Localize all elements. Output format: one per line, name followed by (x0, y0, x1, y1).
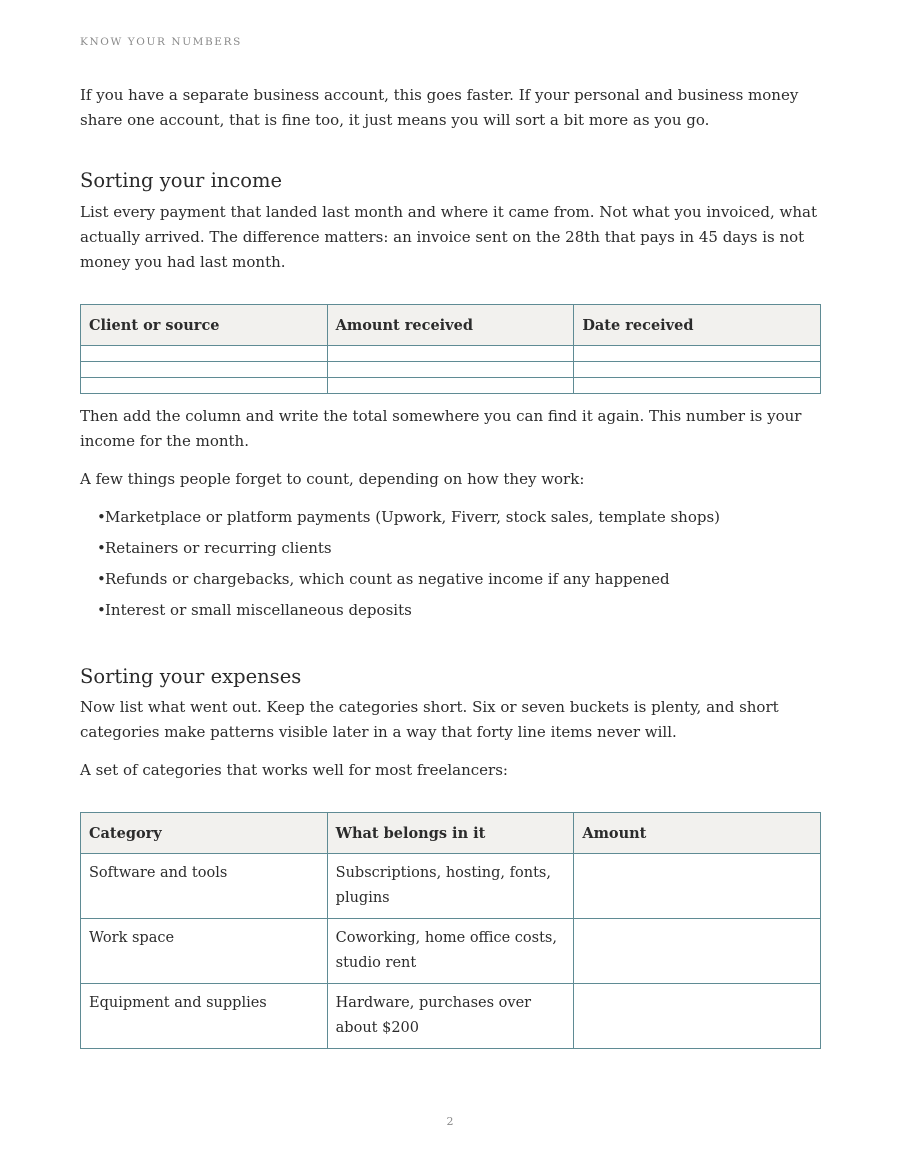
income-table-wrapper (80, 304, 821, 394)
income-table (80, 304, 821, 394)
income-header-amount: Amount received (327, 305, 574, 346)
income-cell-blank[interactable] (574, 378, 821, 394)
expenses-cell-what: Hardware, purchases over about $200 (327, 984, 574, 1049)
expenses-cell-category: Equipment and supplies (81, 984, 328, 1049)
table-row (81, 378, 821, 394)
table-row (81, 984, 821, 1049)
income-heading: Sorting your income (80, 169, 283, 192)
income-table-header-row (81, 305, 821, 346)
income-header-date: Date received (574, 305, 821, 346)
expenses-header-amount: Amount (574, 813, 821, 854)
income-cell-blank[interactable] (574, 346, 821, 362)
list-item-text: Interest or small miscellaneous deposits (105, 601, 412, 619)
expenses-cell-what: Subscriptions, hosting, fonts, plugins (327, 854, 574, 919)
income-cell-blank[interactable] (327, 362, 574, 378)
expenses-table-wrapper (80, 812, 821, 1049)
page-number: 2 (446, 1115, 454, 1128)
expenses-header-what: What belongs in it (327, 813, 574, 854)
expenses-table (80, 812, 821, 1049)
expenses-cell-amount[interactable] (574, 919, 821, 984)
list-item-text: Marketplace or platform payments (Upwork, Fiverr, stock sales, template shops) (105, 508, 721, 526)
income-cell-blank[interactable] (574, 362, 821, 378)
income-forget-paragraph: A few things people forget to count, depending on how they work: (80, 470, 585, 488)
table-row (81, 919, 821, 984)
income-total-paragraph: Then add the column and write the total somewhere you can find it again. This number is your income for the month. (80, 407, 802, 450)
expenses-header-category: Category (81, 813, 328, 854)
income-header-client: Client or source (81, 305, 328, 346)
list-item (80, 533, 821, 564)
expenses-categories-paragraph: A set of categories that works well for most freelancers: (80, 761, 508, 779)
table-row (81, 854, 821, 919)
expenses-heading: Sorting your expenses (80, 665, 302, 688)
list-item (80, 564, 821, 595)
income-cell-blank[interactable] (81, 378, 328, 394)
table-row (81, 346, 821, 362)
income-cell-blank[interactable] (327, 346, 574, 362)
bullet-icon: • (97, 508, 106, 526)
income-forget-list (80, 502, 821, 626)
expenses-cell-category: Software and tools (81, 854, 328, 919)
expenses-cell-category: Work space (81, 919, 328, 984)
income-cell-blank[interactable] (81, 346, 328, 362)
table-row (81, 362, 821, 378)
bullet-icon: • (97, 570, 106, 588)
income-cell-blank[interactable] (327, 378, 574, 394)
list-item (80, 502, 821, 533)
income-cell-blank[interactable] (81, 362, 328, 378)
bullet-icon: • (97, 601, 106, 619)
bullet-icon: • (97, 539, 106, 557)
list-item-text: Refunds or chargebacks, which count as negative income if any happened (105, 570, 670, 588)
income-paragraph: List every payment that landed last month and where it came from. Not what you invoiced, what actually arrived. The difference matters: an invoice sent on the 28th that pays in 45 days is not money you had last month. (80, 203, 818, 271)
expenses-cell-what: Coworking, home office costs, studio rent (327, 919, 574, 984)
running-head: KNOW YOUR NUMBERS (80, 36, 242, 48)
expenses-cell-amount[interactable] (574, 854, 821, 919)
expenses-cell-amount[interactable] (574, 984, 821, 1049)
expenses-paragraph: Now list what went out. Keep the categories short. Six or seven buckets is plenty, and short categories make patterns visible later in a way that forty line items never will. (80, 698, 779, 741)
list-item-text: Retainers or recurring clients (105, 539, 332, 557)
list-item (80, 595, 821, 626)
expenses-table-header-row (81, 813, 821, 854)
intro-paragraph: If you have a separate business account, this goes faster. If your personal and business money share one account, that is fine too, it just means you will sort a bit more as you go. (80, 86, 799, 129)
